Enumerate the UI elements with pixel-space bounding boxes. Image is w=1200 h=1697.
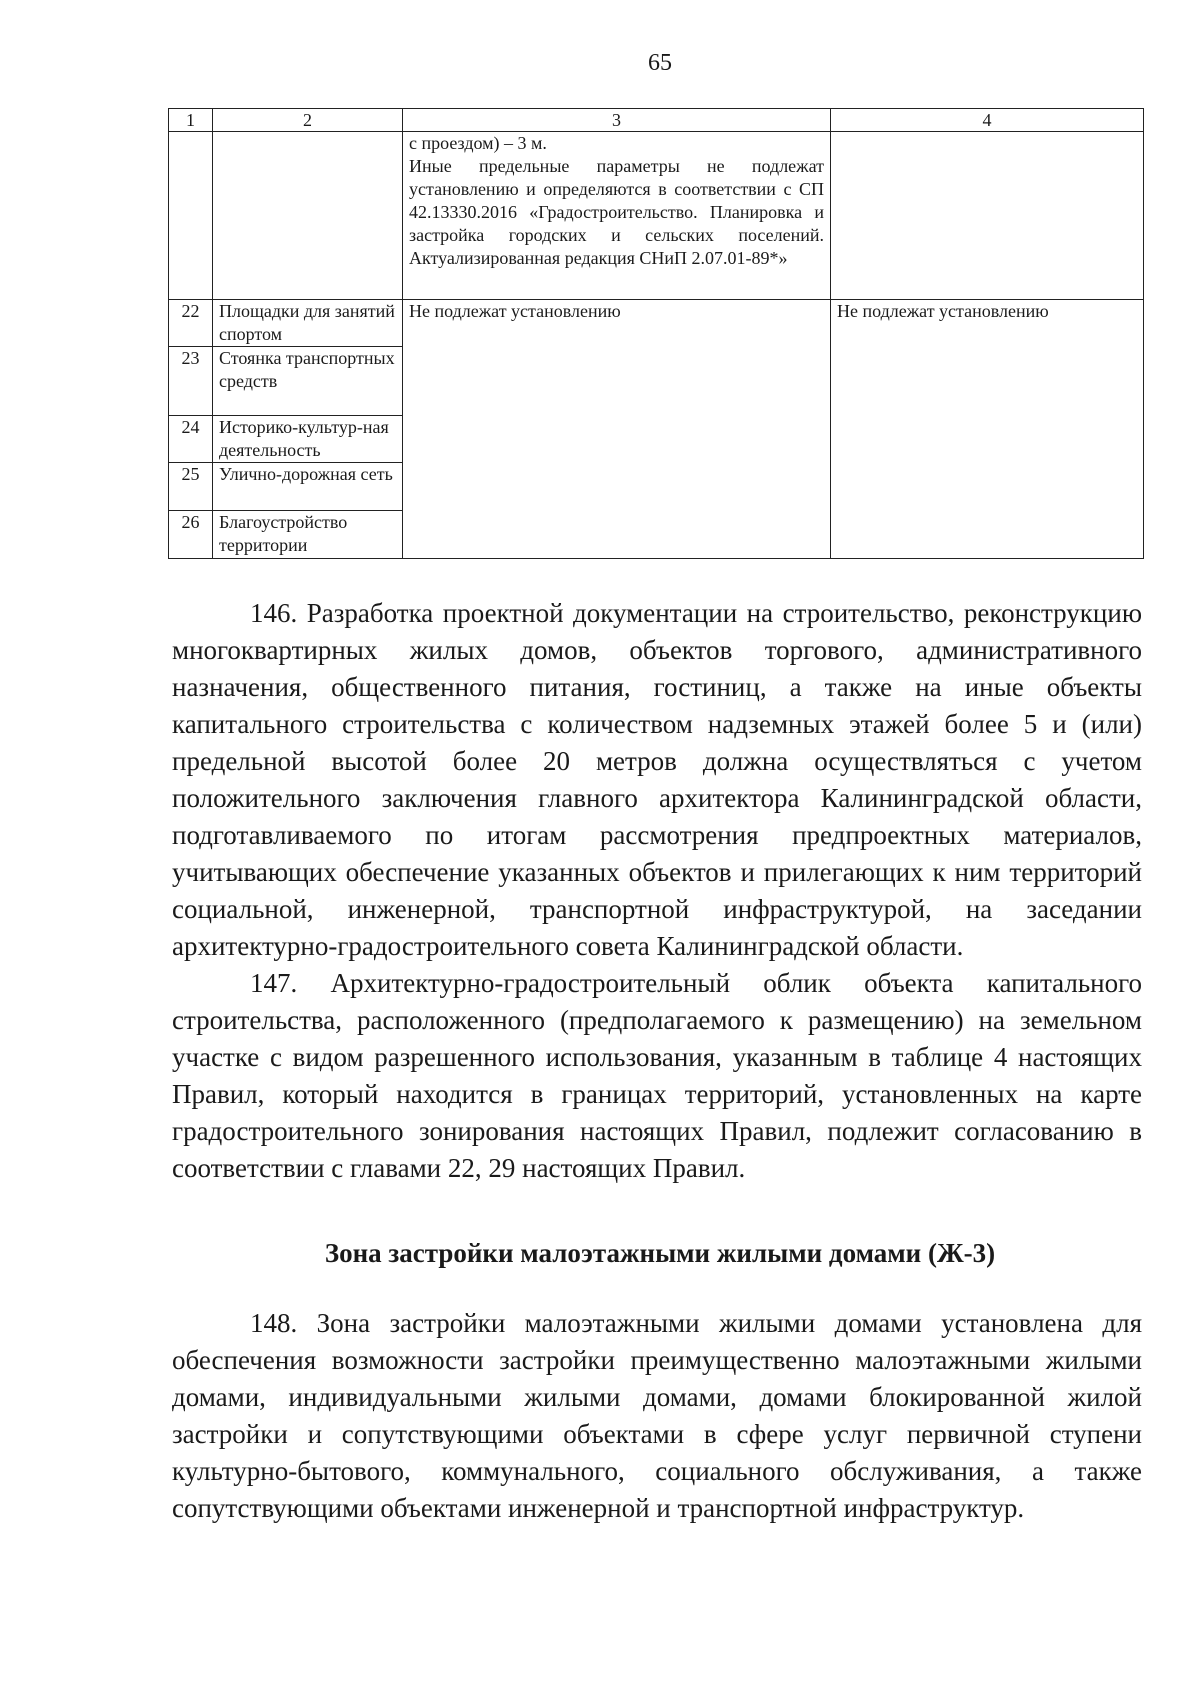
column-header-2: 2 xyxy=(213,109,403,132)
merged-restrictions-cell: Не подлежат установлению xyxy=(831,300,1144,559)
use-type-name: Улично-дорожная сеть xyxy=(213,463,403,511)
table-cell-empty xyxy=(169,132,213,300)
row-number: 24 xyxy=(169,416,213,463)
use-type-name: Историко-культур-ная деятельность xyxy=(213,416,403,463)
merged-parameters-cell: Не подлежат установлению xyxy=(403,300,831,559)
row-number: 22 xyxy=(169,300,213,347)
use-type-name: Благоустройство территории xyxy=(213,511,403,559)
table-cell-empty xyxy=(213,132,403,300)
column-header-1: 1 xyxy=(169,109,213,132)
use-type-name: Площадки для занятий спортом xyxy=(213,300,403,347)
section-heading: Зона застройки малоэтажными жилыми домами (Ж-3) xyxy=(324,1238,996,1268)
paragraph-146: 146. Разработка проектной документации на строительство, реконструкцию многоквартирных жилых домов, объектов торгового, административного назначения, общественного питания, гостиниц, а также на иные объекты капитального строительства с количеством надземных этажей более 5 и (или) предельной высотой более 20 метров должна осуществляться с учетом положительного заключения главного архитектора Калининградской области, подготавливаемого по итогам рассмотрения предпроектных материалов, учитывающих обеспечение указанных объектов и прилегающих к ним территорий социальной, инженерной, транспортной инфраструктурой, на заседании архитектурно-градостроительного совета Калининградской области. xyxy=(172,598,1142,961)
page-number: 65 xyxy=(648,50,672,76)
paragraph-147: 147. Архитектурно-градостроительный облик объекта капитального строительства, расположенного (предполагаемого к размещению) на земельном участке с видом разрешенного использования, указанным в таблице 4 настоящих Правил, который находится в границах территорий, установленных на карте градостроительного зонирования настоящих Правил, подлежит согласованию в соответствии с главами 22, 29 настоящих Правил. xyxy=(172,968,1142,1183)
row-number: 23 xyxy=(169,347,213,416)
table-header-row xyxy=(169,109,1144,132)
row-number: 25 xyxy=(169,463,213,511)
column-header-4: 4 xyxy=(831,109,1144,132)
body-text-block xyxy=(172,1305,1142,1527)
row-number: 26 xyxy=(169,511,213,559)
zoning-parameters-table xyxy=(168,108,1144,559)
use-type-name: Стоянка транспортных средств xyxy=(213,347,403,416)
column-header-3: 3 xyxy=(403,109,831,132)
table-cell-empty xyxy=(831,132,1144,300)
body-text-block xyxy=(172,595,1142,1187)
paragraph-148: 148. Зона застройки малоэтажными жилыми домами установлена для обеспечения возможности застройки преимущественно малоэтажными жилыми домами, индивидуальными жилыми домами, домами блокированной жилой застройки и сопутствующими объектами в сфере услуг первичной ступени культурно-бытового, коммунального, социального обслуживания, а также сопутствующими объектами инженерной и транспортной инфраструктур. xyxy=(172,1308,1142,1523)
table-row xyxy=(169,300,1144,347)
continuation-parameters-cell: с проездом) – 3 м. Иные предельные параметры не подлежат установлению и определяются в соответствии с СП 42.13330.2016 «Градостроительство. Планировка и застройка городских и сельских поселений. Актуализированная редакция СНиП 2.07.01-89*» xyxy=(403,132,831,300)
table-row-continuation xyxy=(169,132,1144,300)
